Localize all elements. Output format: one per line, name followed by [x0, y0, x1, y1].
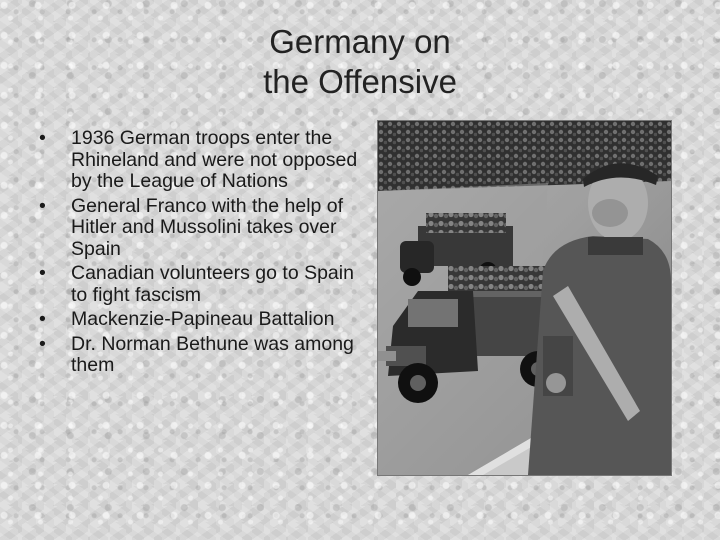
bullet-item-bethune: • Dr. Norman Bethune was among them [30, 334, 375, 377]
slide-title-line-2: the Offensive [263, 63, 457, 100]
bullet-item-franco: • General Franco with the help of Hitler and Mussolini takes over Spain [30, 196, 375, 261]
bullet-item-rhineland: • 1936 German troops enter the Rhineland and were not opposed by the League of Nations [30, 128, 375, 193]
photo-illustration [378, 121, 671, 475]
historical-photo [377, 120, 672, 476]
bullet-item-mackenzie-papineau: • Mackenzie-Papineau Battalion [30, 309, 375, 331]
slide-title [200, 22, 520, 102]
bullet-list [30, 128, 375, 380]
slide-title-line-1: Germany on [269, 23, 451, 60]
bullet-item-canadian-volunteers: • Canadian volunteers go to Spain to fight fascism [30, 263, 375, 306]
